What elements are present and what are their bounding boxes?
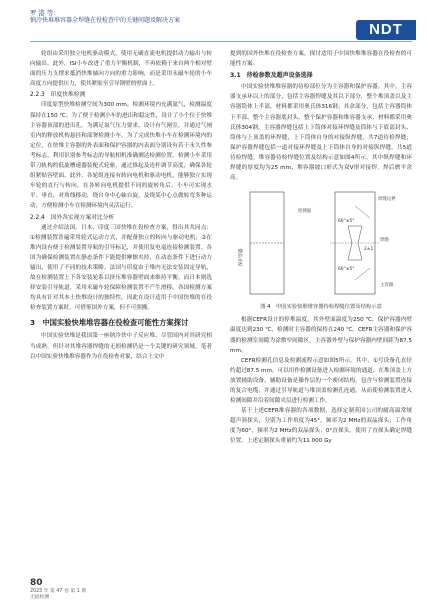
label-inspection-surface: 检测面 (298, 209, 312, 215)
label-weld: 焊缝 (380, 238, 389, 244)
paragraph: 中国实验快堆堆容器的待检部位分为主容器和保护容器。其中，主容器支承环以上的部分，包括主容器焊缝及其以下部分，整个堆顶盖以及主容器筒体上半部，材料都采用奥氏体316钢；其余部分，包括主容器筒体下半部、整个主容器底封头、整个保护容器和堆容器支承，材料都采用奥氏体304钢。主容器焊缝包括上下筒体对接环焊缝及筒体与下底部封头、筒体与上顶盖的环焊缝，上下筒体自身的对接纵焊缝，共7道待检焊缝；保护容器焊缝包括一道对接环焊缝及上下筒体自身的对接纵焊缝，共5道待检焊缝。堆容器待检焊缝位置及结构示意如图4所示。其中纵焊缝和环焊缝的厚度均为25 mm，堆容器坡口形式为双V形对接焊，焊后磨平余高。 (230, 84, 412, 182)
left-column (30, 49, 212, 362)
paragraph: 印度原型快堆检测空间为300 mm，检测环境内充满氮气，检测温度保持在150 ℃。为了便于检测小车的进出和稳定性，设计了小个位于快堆主容器顶部的进出孔。为满足氮气压力要求，设计有气闸室，并通过气闸室内的释放机构悬挂和部署检测小车。为了完成快堆小车在检测环境内的定位，在快堆主容器的外表面和保护容器的内表面分别设有若干永久性参考标志，利用识别参考标志的导航相机准确测达检测位置。检测小车采用带刀轨构的低旋槽速器装配式轮驱，通过推起及连杆调节高度，确保各轮组紧贴容壁面。此外，各轮组连接有转向电机和驱动电机，能够独立实现车轮的直行与转向。在各转向电机提供不同的旋转角后，小车可实现水平、垂直、对角线移动，绕自身中心轴自旋，及绕某中心点做转弯多种运动，方便检测小车在检测环境内灵活运行。 (30, 102, 212, 210)
journal-logo: NDT (356, 20, 416, 40)
label-weld-boundary: 焊缝边界 (378, 197, 396, 203)
page-number: 80 (30, 578, 43, 588)
label-gap: 2±1 (364, 247, 374, 253)
paragraph: 基于上述CEFR堆容器的各项数据，选择定制英国公司的耐高温常规超声斜探头，分别为工作角度为45°，频率为2 MHz的双晶探头；工作角度为60°，频率为2 MHz的双晶探头；0°直探头，使用了直探头确定焊缝位置。上述定制探头重量约为11 000 Gy (230, 408, 412, 445)
right-column (230, 49, 412, 447)
header-subtitle: 钠冷快堆堆容器全焊缝在役检查中的关键问题及解决方案 (30, 17, 181, 24)
label-angle-top: 60°±5° (338, 219, 355, 225)
paragraph: 中国实验快堆是我国第一座钠冷快中子反应堆，尽管国内对其研究相当成熟，但针对其堆容器焊缝的无损检测仍是一个关键的研究领域。笔者以中国实验快堆堆容器作为在役检查对象，结合上文中 (30, 333, 212, 360)
paragraph: CEFR检测孔信息及检测流程示意如图5所示。其中，①号设备孔直径约超过87.5 mm，可以用作检测设备进入检测环境的通道。在堆顶盖上方放置辅助设备，辅助设备是操作层的一个密闭结构，包含与检测装置连接的复合电缆，并通过引导轨道与堆顶盖检测孔连通，从而使检测装置进入检测间隙并沿着间隙夹层进行检测工作。 (230, 357, 412, 405)
label-angle-bottom: 60°±5° (338, 267, 355, 273)
section-heading-3-1: 3.1 待检参数及超声设备选择 (230, 72, 313, 80)
label-main-vessel: 主容器 (380, 283, 394, 289)
section-heading-3: 3 中国实验快堆堆容器在役检查可能性方案探讨 (30, 318, 189, 328)
running-header (30, 9, 180, 25)
header-rule (30, 41, 412, 42)
section-heading-2-2-4: 2.2.4 国外各实现方案对比分析 (30, 214, 115, 221)
journal-name: 无损检测 (30, 595, 50, 600)
label-protective-vessel: 保护容器 (239, 248, 244, 267)
figure-4 (230, 186, 412, 300)
paragraph: 轮组由采用独立电机驱动模式，使用无刷直流电机提供动力输出与转向输出。此外，ISI小车改进了重力平衡机制，不再依赖于来自两个相对壁面的压力支撑来抵消快堆轴向方向的重力影响，而是采用永磁车轮的小车高度方向提供压力，使其紧贴至引导钢壁的壁面上。 (30, 51, 212, 88)
journal-info (30, 589, 86, 601)
figure-caption: 图 4 中国实验快堆堆容器待检焊缝位置及结构示意 (260, 304, 382, 311)
paragraph: 通过介绍法国、日本、印度三国快堆在役检查方案，得出其共同点：①检测装置普遍采用轮式运动方式，并配备独立的转向与驱动电机；②在堆内设有便于检测装置导航的引导标记，并使用复电毫连接检测装置。各国为确保检测装置在静态条件下能提供摩擦夹持，在动态条件下进行动力输出，使用了不同的技术策略。法国与印度由于堆内无法安装固定导轨，故在检测装置上下各安装轮系以挤压堆容器壁面来维持平衡，而日本则选择安装引导轨道，采用永磁车轮保障检测装置不产生滑移。各国检测方案均具有针对其本土快堆设计的独特性，因此在设计适用于中国快堆的在役检查装置方案时，可借鉴国外方案，但不可照搬。 (30, 224, 212, 312)
paragraph: 提到的国外快堆在役检查方案，探讨适用于中国快堆堆容器在役检查的可能性方案。 (230, 51, 412, 68)
page-header (0, 0, 427, 40)
journal-issue: 2023 年 第 47 卷 第 1 期 (30, 589, 87, 594)
paragraph: 根据CEFR设计的停堆温度，其外壁面温度为250 ℃，保护容器内壁温度达到230 ℃，检测时主容器的保持在240 ℃。CEFR主容器和保护容器的检测室间隙为涂敷窄间隙区，主容器外壁与保护容器内壁间距为87.5 mm。 (230, 317, 412, 354)
section-heading-2-2-3: 2.2.3 印度快堆检测 (30, 92, 86, 99)
header-author: 罗 港 等： (30, 9, 60, 17)
weld-diagram (230, 186, 412, 300)
